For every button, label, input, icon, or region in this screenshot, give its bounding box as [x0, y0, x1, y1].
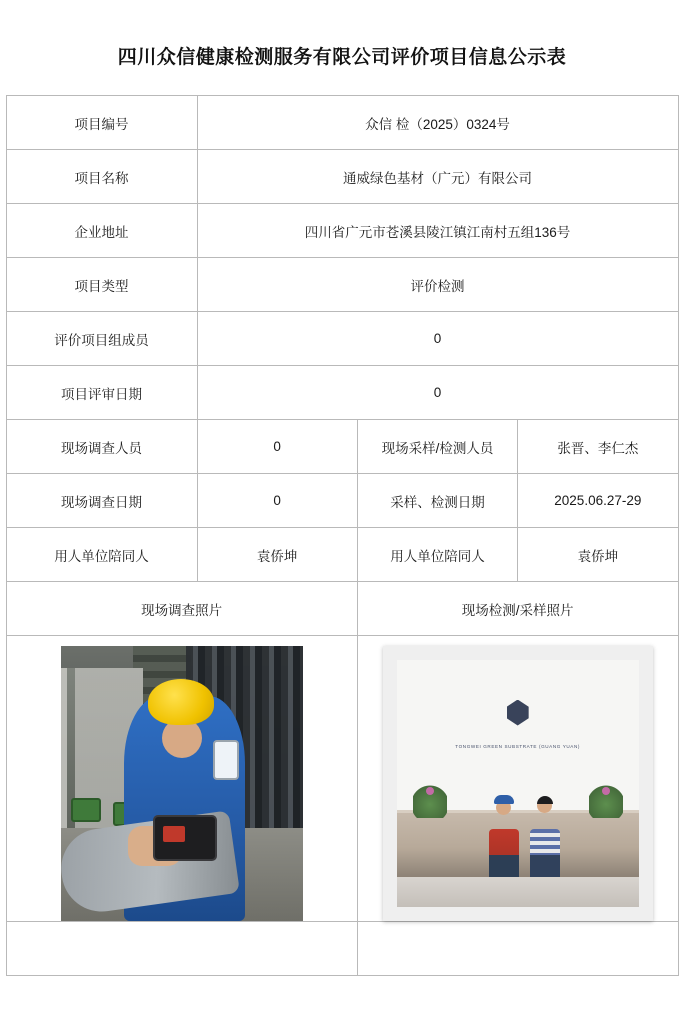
- row-label: 项目评审日期: [6, 366, 197, 420]
- row-label-right: 用人单位陪同人: [357, 528, 517, 582]
- row-value-left: 袁侨坤: [197, 528, 357, 582]
- row-label-right: 采样、检测日期: [357, 474, 517, 528]
- plant-icon: [589, 784, 623, 818]
- row-label: 项目编号: [6, 96, 197, 150]
- table-row: [6, 366, 678, 420]
- info-table: [6, 95, 679, 976]
- person-figure: [489, 791, 519, 877]
- table-row: [6, 258, 678, 312]
- row-label: 项目类型: [6, 258, 197, 312]
- photo-header-left: 现场调查照片: [6, 582, 357, 636]
- photo-header-row: [6, 582, 678, 636]
- row-label: 项目名称: [6, 150, 197, 204]
- table-row: [6, 96, 678, 150]
- table-row: [6, 420, 678, 474]
- photo-cell-left-empty: [6, 922, 357, 976]
- phone-icon: [213, 740, 239, 780]
- wall-logo-text: TONGWEI GREEN SUBSTRATE (GUANG YUAN): [455, 743, 581, 749]
- site-survey-photo: [61, 646, 303, 921]
- row-value-left: 0: [197, 420, 357, 474]
- row-value: 0: [197, 366, 678, 420]
- table-row: [6, 474, 678, 528]
- detector-device-icon: [153, 815, 217, 861]
- table-row: [6, 312, 678, 366]
- table-row: [6, 528, 678, 582]
- row-value: 众信 检（2025）0324号: [197, 96, 678, 150]
- row-value: 四川省广元市苍溪县陵江镇江南村五组136号: [197, 204, 678, 258]
- photo-header-right: 现场检测/采样照片: [357, 582, 678, 636]
- photo-cell-right: [357, 636, 678, 922]
- photo-cell-right-empty: [357, 922, 678, 976]
- photo-row: [6, 636, 678, 922]
- photo-row-empty: [6, 922, 678, 976]
- row-value: 通威绿色基材（广元）有限公司: [197, 150, 678, 204]
- row-label-left: 现场调查人员: [6, 420, 197, 474]
- valve-icon: [71, 798, 101, 822]
- table-row: [6, 204, 678, 258]
- row-value-left: 0: [197, 474, 357, 528]
- photo-cell-left: [6, 636, 357, 922]
- table-row: [6, 150, 678, 204]
- row-value-right: 2025.06.27-29: [518, 474, 678, 528]
- page-title: 四川众信健康检测服务有限公司评价项目信息公示表: [117, 47, 567, 68]
- row-label-left: 现场调查日期: [6, 474, 197, 528]
- row-label: 企业地址: [6, 204, 197, 258]
- row-value: 评价检测: [197, 258, 678, 312]
- row-value-right: 袁侨坤: [518, 528, 678, 582]
- lobby-floor: [397, 877, 639, 907]
- row-label: 评价项目组成员: [6, 312, 197, 366]
- row-label-right: 现场采样/检测人员: [357, 420, 517, 474]
- site-sampling-photo: [383, 646, 653, 921]
- row-label-left: 用人单位陪同人: [6, 528, 197, 582]
- row-value-right: 张晋、李仁杰: [518, 420, 678, 474]
- row-value: 0: [197, 312, 678, 366]
- plant-icon: [413, 784, 447, 818]
- person-figure: [530, 791, 560, 877]
- safety-helmet-icon: [148, 679, 214, 725]
